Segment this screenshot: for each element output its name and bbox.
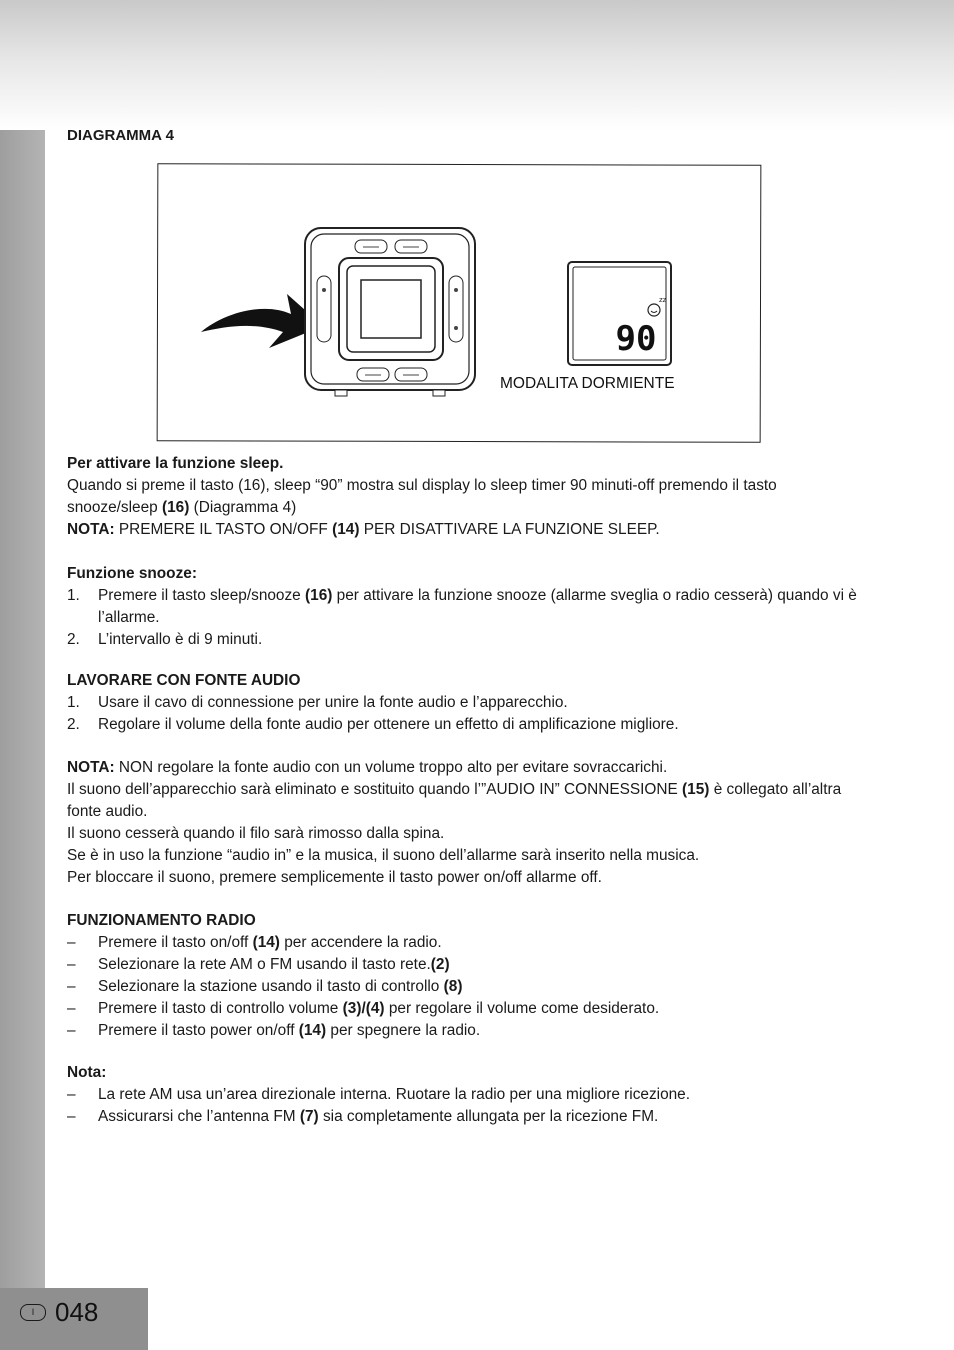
side-gray-bar [0,130,45,1290]
list-item: 2. L’intervallo è di 9 minuti. [67,631,263,648]
list-item: 1. Usare il cavo di connessione per unire la fonte audio e l’apparecchio. [67,694,568,711]
audio-note-line: NOTA: NON regolare la fonte audio con un volume troppo alto per evitare sovraccarichi. [67,759,668,776]
audio-note-line: Se è in uso la funzione “audio in” e la musica, il suono dell’allarme sarà inserito nella musica. [67,847,700,864]
diagram-title: DIAGRAMMA 4 [67,127,174,144]
svg-text:zz: zz [659,296,667,304]
list-item: – Selezionare la stazione usando il tasto di controllo (8) [67,978,463,995]
lcd-display [566,260,674,368]
header-gradient-band [0,0,954,130]
audio-note-section [67,757,867,889]
list-item: 2. Regolare il volume della fonte audio per ottenere un effetto di amplificazione migliore. [67,716,679,733]
sleep-paragraph: Quando si preme il tasto (16), sleep “90” mostra sul display lo sleep timer 90 minuti-off premendo il tasto snooze/sleep (16) (Diagramma 4) [67,477,777,516]
audio-note-line: Il suono cesserà quando il filo sarà rimosso dalla spina. [67,825,445,842]
diagram-caption: MODALITA DORMIENTE [500,375,675,392]
list-item: – Premere il tasto power on/off (14) per spegnere la radio. [67,1022,481,1039]
list-item: – Premere il tasto di controllo volume (3)/(4) per regolare il volume come desiderato. [67,1000,660,1017]
lcd-digits: 90 [615,319,657,359]
sleep-note: NOTA: PREMERE IL TASTO ON/OFF (14) PER DISATTIVARE LA FUNZIONE SLEEP. [67,521,660,538]
list-item: – Assicurarsi che l’antenna FM (7) sia completamente allungata per la ricezione FM. [67,1108,659,1125]
side-button-right [449,276,463,342]
list-item: – Premere il tasto on/off (14) per accendere la radio. [67,934,442,951]
radio-note-section [67,1062,867,1128]
audio-note-line: Il suono dell’apparecchio sarà eliminato e sostituito quando l’”AUDIO IN” CONNESSIONE (15) è collegato all’altra fonte audio. [67,781,842,820]
side-button-left [317,276,331,342]
page-number: 048 [55,1297,99,1327]
snooze-section [67,563,867,651]
audio-note-line: Per bloccare il suono, premere semplicemente il tasto power on/off allarme off. [67,869,602,886]
language-badge: I [20,1304,46,1321]
audio-heading: LAVORARE CON FONTE AUDIO [67,672,301,689]
radio-heading: FUNZIONAMENTO RADIO [67,912,256,929]
list-item: – Selezionare la rete AM o FM usando il tasto rete.(2) [67,956,450,973]
device-illustration [195,220,485,400]
radio-note-heading: Nota: [67,1064,107,1081]
clock-screen-inner [361,280,421,338]
list-item: 1. Premere il tasto sleep/snooze (16) per attivare la funzione snooze (allarme sveglia o radio cesserà) quando vi è l’allarme. [67,587,857,626]
snooze-heading: Funzione snooze: [67,565,197,582]
sleep-section [67,453,867,541]
audio-section [67,670,867,736]
sleep-heading: Per attivare la funzione sleep. [67,455,284,472]
list-item: – La rete AM usa un’area direzionale interna. Ruotare la radio per una migliore ricezione. [67,1086,691,1103]
radio-section [67,910,867,1042]
